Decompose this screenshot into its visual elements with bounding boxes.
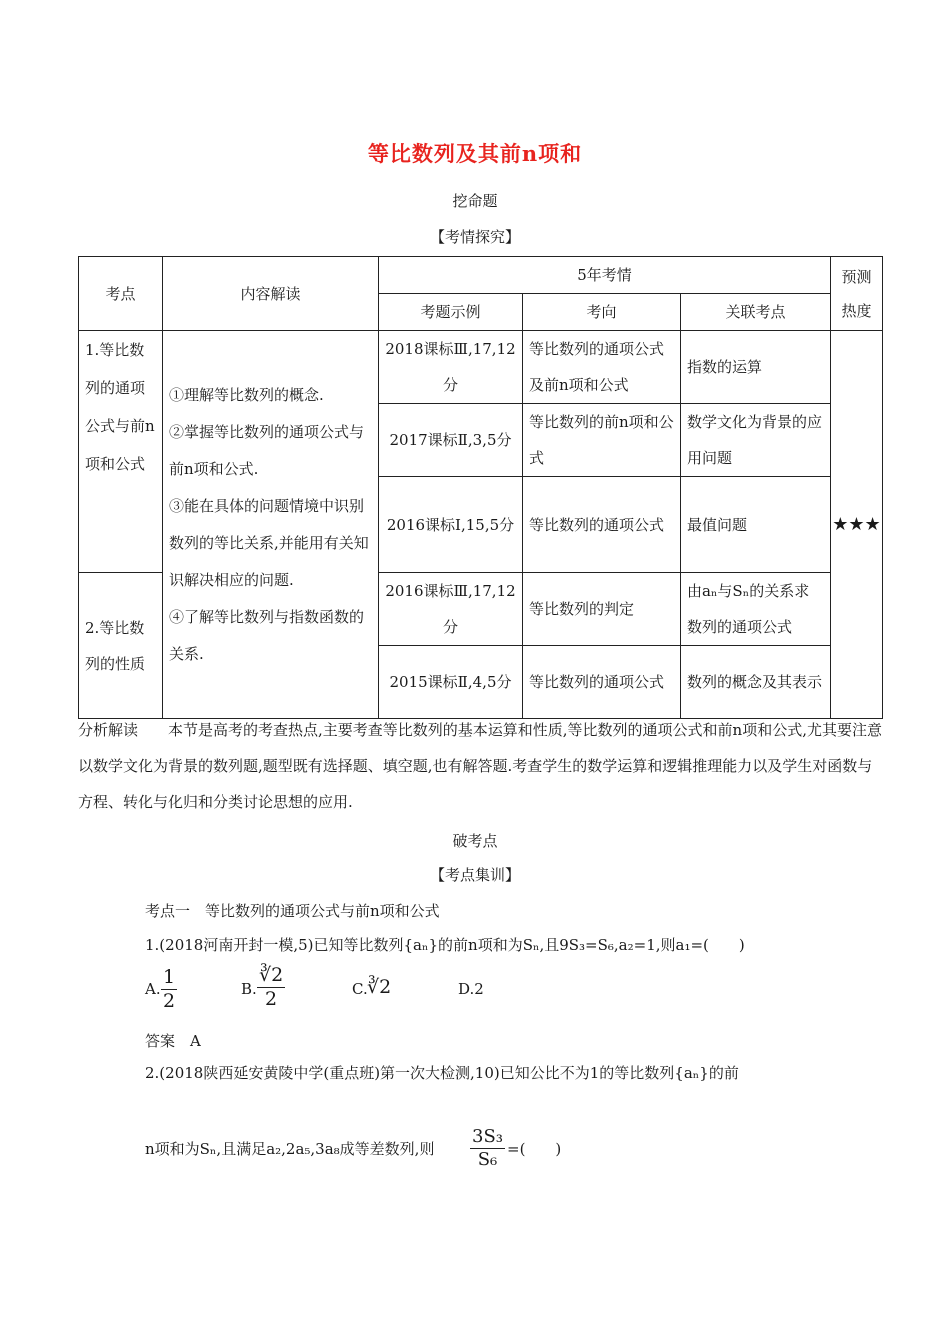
question-2-line2 bbox=[145, 1128, 645, 1188]
question-1 bbox=[145, 934, 745, 955]
kaodian-2-cell: 2.等比数列的性质 bbox=[79, 573, 163, 719]
question-2-denominator: S₆ bbox=[477, 1149, 498, 1170]
question-2-tail: =( ) bbox=[507, 1140, 562, 1158]
question-1-options bbox=[145, 966, 845, 1018]
header-related: 关联考点 bbox=[681, 294, 831, 331]
header-yuce-line2: 热度 bbox=[841, 301, 872, 320]
header-kaodian: 考点 bbox=[79, 257, 163, 331]
header-neirong: 内容解读 bbox=[163, 257, 379, 331]
header-yuce-line1: 预测 bbox=[841, 267, 872, 286]
option-b-numerator: ∛2 bbox=[259, 964, 284, 986]
subsection-heading-kaoqing: 【考情探究】 bbox=[429, 228, 520, 246]
option-a-numerator: 1 bbox=[163, 966, 176, 988]
question-2-text: n项和为Sₙ,且满足a₂,2a₅,3a₈成等差数列,则 bbox=[145, 1140, 435, 1158]
option-b-denominator: 2 bbox=[265, 988, 278, 1010]
section-heading-wamingti: 挖命题 bbox=[452, 192, 498, 210]
row4-direction: 等比数列的判定 bbox=[523, 573, 681, 646]
header-example: 考题示例 bbox=[379, 294, 523, 331]
option-a-denominator: 2 bbox=[163, 990, 176, 1012]
option-b-fraction bbox=[257, 966, 285, 1009]
answer-1: 答案 A bbox=[145, 1032, 201, 1050]
row5-related: 数列的概念及其表示 bbox=[681, 646, 831, 719]
option-c-label: C. bbox=[352, 980, 368, 998]
kaodian-1-cell: 1.等比数列的通项公式与前n项和公式 bbox=[79, 331, 163, 573]
page-title: 等比数列及其前n项和 bbox=[367, 141, 583, 166]
analysis-paragraph bbox=[78, 712, 884, 820]
row3-related: 最值问题 bbox=[681, 477, 831, 573]
option-c-value: ∛2 bbox=[367, 976, 392, 998]
row4-related: 由aₙ与Sₙ的关系求数列的通项公式 bbox=[681, 573, 831, 646]
row5-example: 2015课标Ⅱ,4,5分 bbox=[379, 646, 523, 719]
row2-example: 2017课标Ⅱ,3,5分 bbox=[379, 404, 523, 477]
option-d: D.2 bbox=[458, 980, 484, 998]
question-2-numerator: 3S₃ bbox=[472, 1126, 503, 1147]
neirong-cell: ①理解等比数列的概念. ②掌握等比数列的通项公式与前n项和公式. ③能在具体的问题情境中识别数列的等比关系,并能用有关知识解决相应的问题. ④了解等比数列与指数函数的关系. bbox=[163, 331, 379, 719]
exam-analysis-table bbox=[78, 256, 883, 719]
row1-direction: 等比数列的通项公式及前n项和公式 bbox=[523, 331, 681, 404]
row2-related: 数学文化为背景的应用问题 bbox=[681, 404, 831, 477]
option-b-label: B. bbox=[241, 980, 257, 998]
row3-example: 2016课标Ⅰ,15,5分 bbox=[379, 477, 523, 573]
row3-direction: 等比数列的通项公式 bbox=[523, 477, 681, 573]
row1-example: 2018课标Ⅲ,17,12分 bbox=[379, 331, 523, 404]
question-1-prefix: 1.(2018河南开封一模,5)已知等比数列 bbox=[145, 936, 404, 954]
header-yuce bbox=[831, 257, 883, 331]
row5-direction: 等比数列的通项公式 bbox=[523, 646, 681, 719]
row4-example: 2016课标Ⅲ,17,12分 bbox=[379, 573, 523, 646]
option-a-fraction bbox=[161, 968, 177, 1011]
analysis-label: 分析解读 bbox=[78, 721, 139, 739]
question-2-fraction bbox=[470, 1128, 505, 1169]
subsection-heading-jixun: 【考点集训】 bbox=[429, 866, 520, 884]
question-2-line1: 2.(2018陕西延安黄陵中学(重点班)第一次大检测,10)已知公比不为1的等比数列{aₙ}的前 bbox=[145, 1064, 739, 1082]
kaodian-1-title: 考点一 等比数列的通项公式与前n项和公式 bbox=[145, 902, 440, 920]
row1-related: 指数的运算 bbox=[681, 331, 831, 404]
question-1-text: {aₙ}的前n项和为Sₙ,且9S₃=S₆,a₂=1,则a₁=( ) bbox=[403, 936, 745, 954]
section-heading-pokaodian: 破考点 bbox=[452, 832, 498, 850]
heat-stars: ★★★ bbox=[831, 331, 883, 719]
analysis-text: 本节是高考的考查热点,主要考查等比数列的基本运算和性质,等比数列的通项公式和前n项和公式,尤其要注意以数学文化为背景的数列题,题型既有选择题、填空题,也有解答题.考查学生的数学运算和逻辑推理能力以及学生对函数与方程、转化与化归和分类讨论思想的应用. bbox=[78, 721, 882, 811]
option-a-label: A. bbox=[145, 980, 161, 998]
header-direction: 考向 bbox=[523, 294, 681, 331]
row2-direction: 等比数列的前n项和公式 bbox=[523, 404, 681, 477]
header-5year: 5年考情 bbox=[379, 257, 831, 294]
